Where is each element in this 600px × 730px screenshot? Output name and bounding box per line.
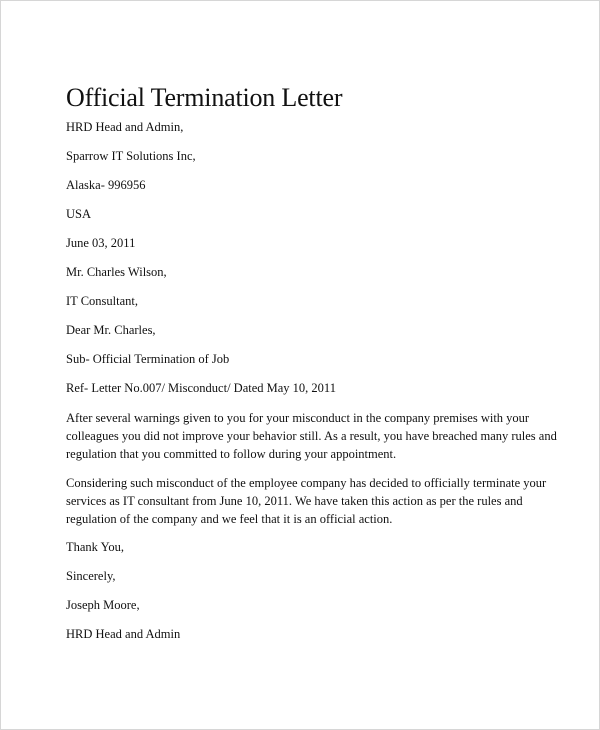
signer-title: HRD Head and Admin [66,627,181,641]
thanks-line: Thank You, [66,540,124,554]
body-paragraph-1: After several warnings given to you for your misconduct in the company premises with your colleagues you did not improve your behavior still. As a result, you have breached many rules and regulation that you committed to follow during your appointment. [66,411,557,461]
reference-line: Ref- Letter No.007/ Misconduct/ Dated May 10, 2011 [66,381,336,395]
company-city: Alaska- 996956 [66,178,146,192]
letter-title: Official Termination Letter [66,83,343,112]
closing-line: Sincerely, [66,569,116,583]
sender-title: HRD Head and Admin, [66,120,184,134]
body-paragraph-2: Considering such misconduct of the employee company has decided to officially terminate your services as IT consultant from June 10, 2011. We have taken this action as per the rules and regulation of the company and we feel that it is an official action. [66,476,547,526]
company-country: USA [66,207,92,221]
letter-date: June 03, 2011 [66,236,136,250]
letter-body [66,83,566,655]
recipient-title: IT Consultant, [66,294,138,308]
salutation: Dear Mr. Charles, [66,323,156,337]
company-name: Sparrow IT Solutions Inc, [66,149,196,163]
recipient-name: Mr. Charles Wilson, [66,265,167,279]
subject-line: Sub- Official Termination of Job [66,352,230,366]
signer-name: Joseph Moore, [66,598,140,612]
